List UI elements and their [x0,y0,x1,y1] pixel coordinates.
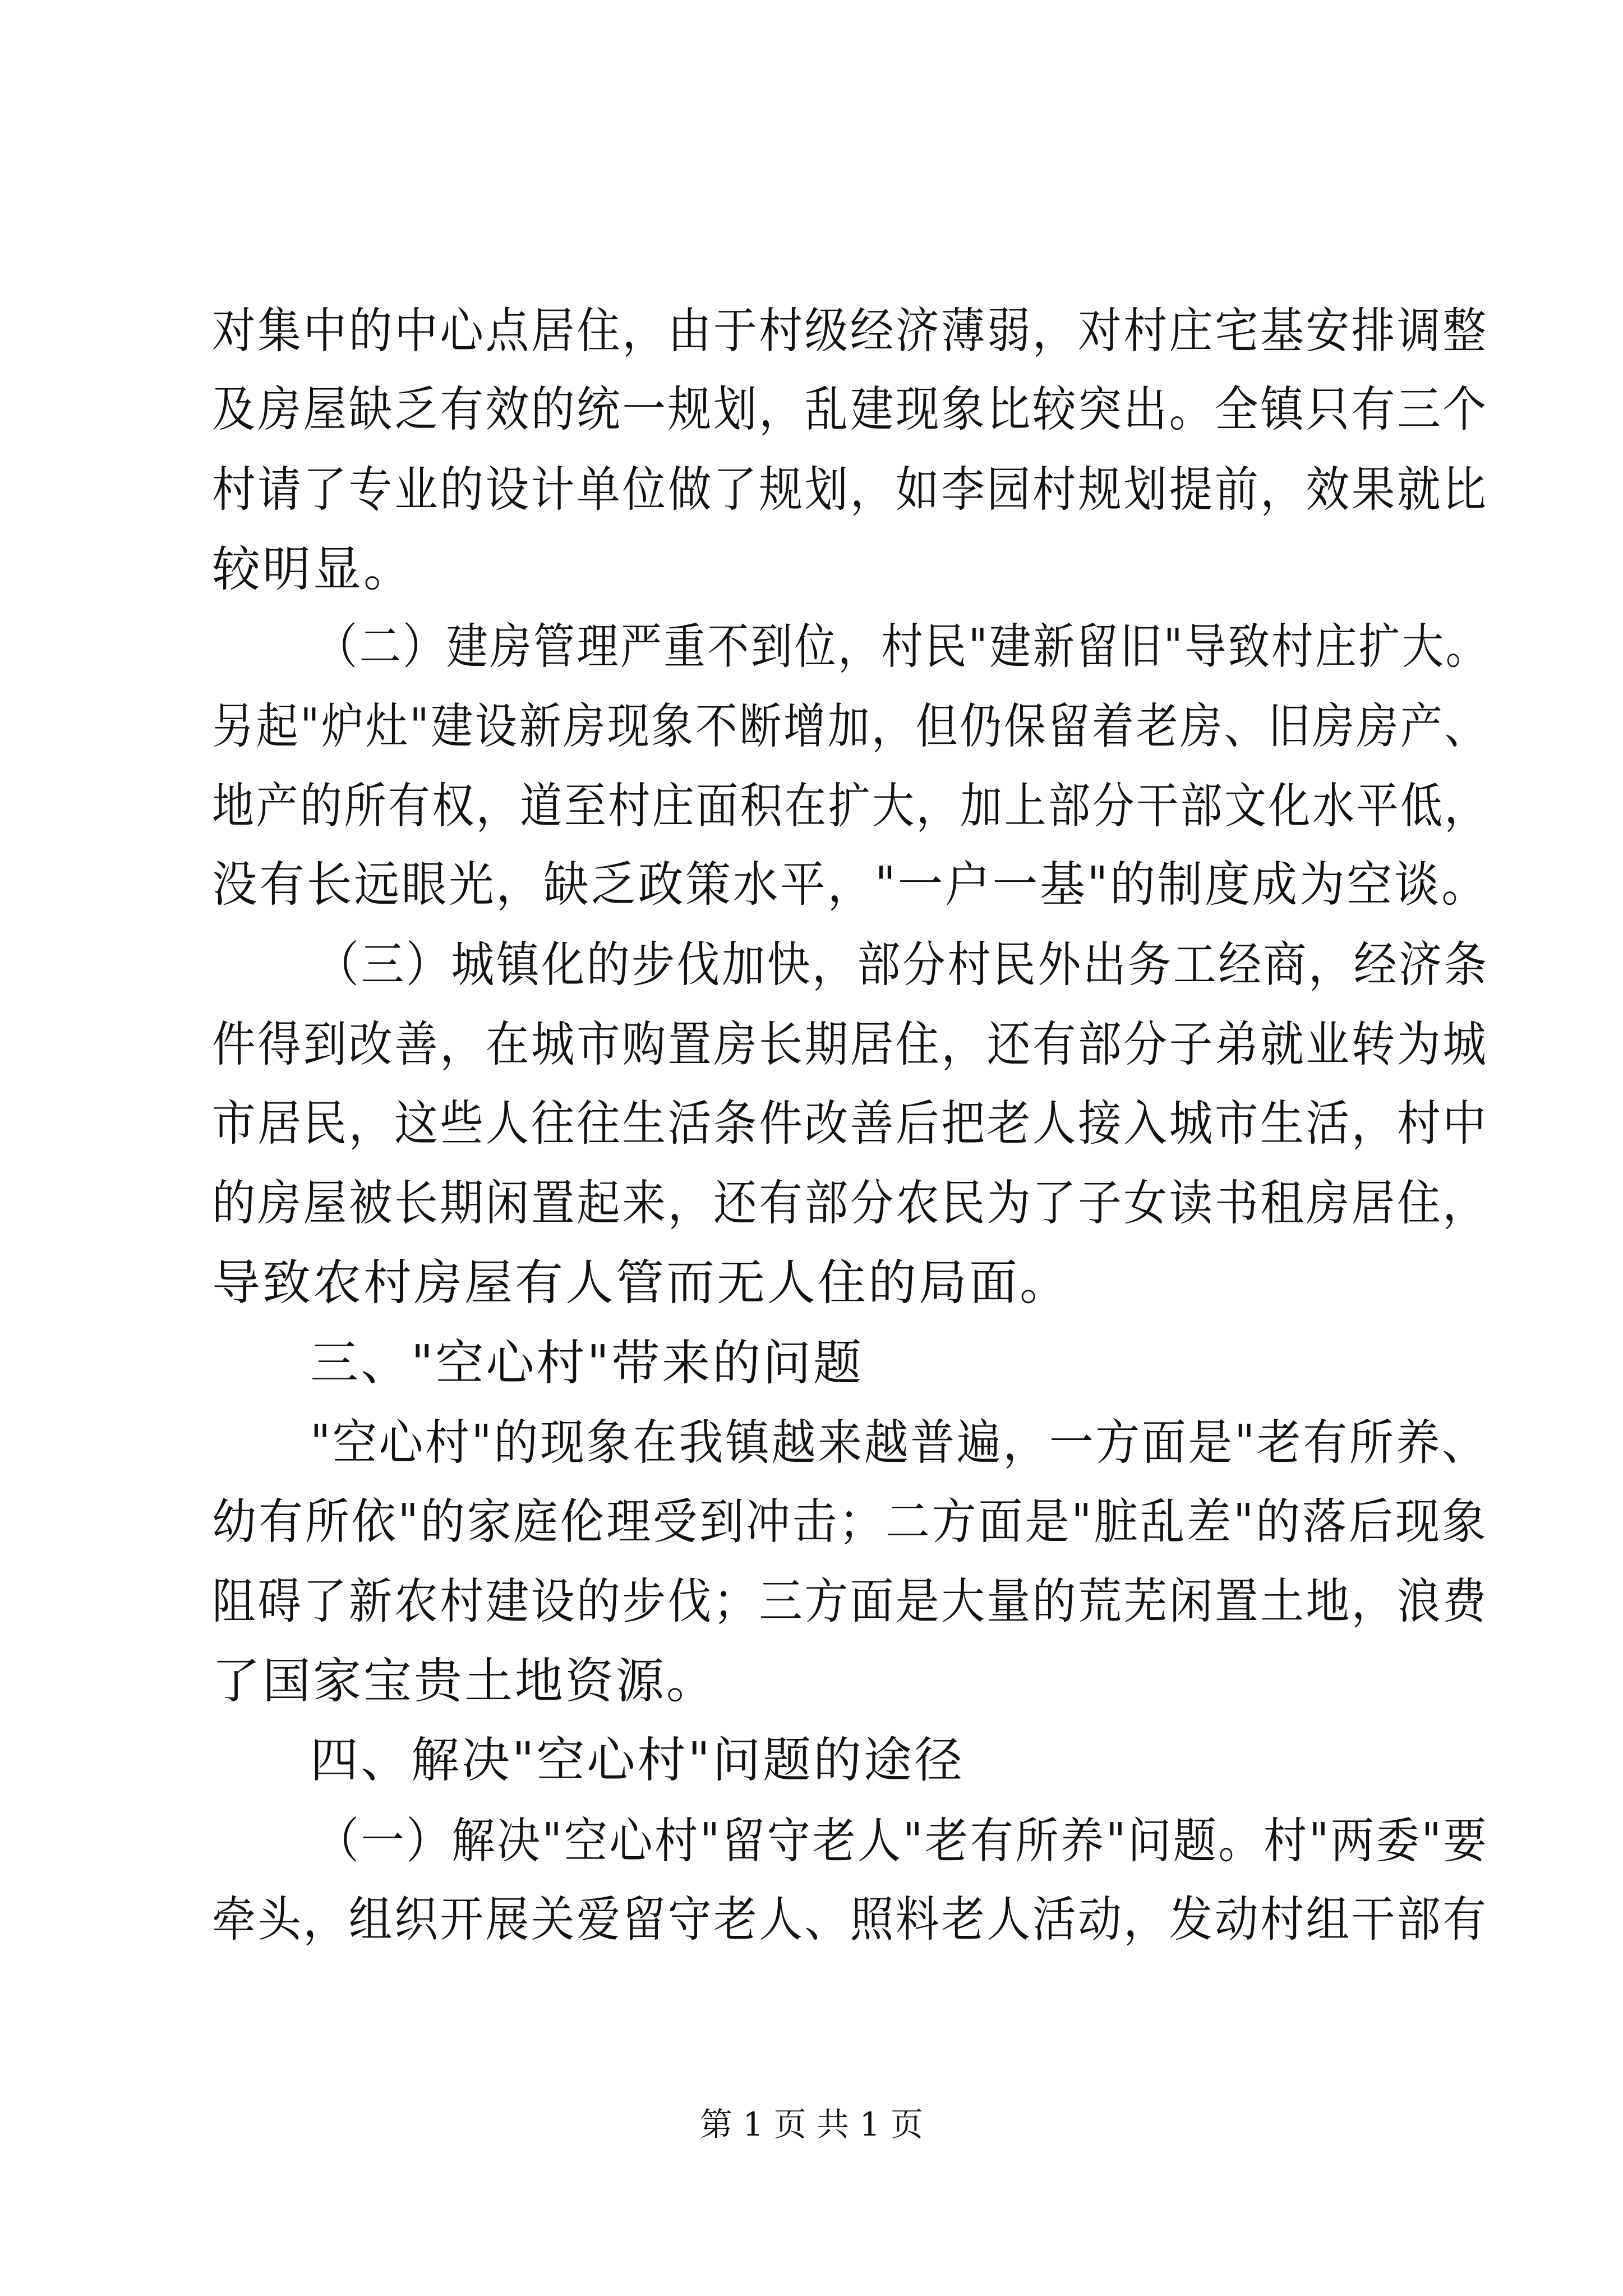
paragraph-line: （一）解决"空心村"留守老人"老有所养"问题。村"两委"要 [316,1813,1489,1869]
body-text-line: 及房屋缺乏有效的统一规划，乱建现象比较突出。全镇只有三个 [212,381,1488,438]
body-text-line: 件得到改善，在城市购置房长期居住，还有部分子弟就业转为城 [212,1016,1488,1073]
paragraph-line: （二）建房管理严重不到位，村民"建新留旧"导致村庄扩大。 [316,619,1490,675]
body-text-line: 没有长远眼光，缺乏政策水平，"一户一基"的制度成为空谈。 [212,857,1489,913]
body-text-line: 的房屋被长期闲置起来，还有部分农民为了子女读书租房居住， [212,1175,1488,1231]
paragraph-line: （三）城镇化的步伐加快，部分村民外出务工经商，经济条 [316,937,1489,993]
section-heading: 三、"空心村"带来的问题 [310,1335,864,1391]
body-text-line: 导致农村房屋有人管而无人住的局面。 [212,1255,1070,1311]
body-text-line: 阻碍了新农村建设的步伐；三方面是大量的荒芜闲置土地，浪费 [212,1573,1488,1630]
body-text-line: 另起"炉灶"建设新房现象不断增加，但仍保留着老房、旧房房产、 [212,698,1489,754]
body-text-line: 市居民，这些人往往生活条件改善后把老人接入城市生活，村中 [212,1096,1488,1152]
body-text-line: 村请了专业的设计单位做了规划，如李园村规划提前，效果就比 [212,462,1488,518]
body-text-line: 牵头，组织开展关爱留守老人、照料老人活动，发动村组干部有 [212,1892,1488,1948]
section-heading: 四、解决"空心村"问题的途径 [310,1732,965,1788]
body-text-line: 较明显。 [212,541,414,597]
paragraph-line: "空心村"的现象在我镇越来越普遍，一方面是"老有所养、 [310,1415,1488,1471]
body-text-line: 幼有所依"的家庭伦理受到冲击；二方面是"脏乱差"的落后现象 [212,1494,1488,1550]
body-text-line: 了国家宝贵土地资源。 [212,1653,717,1709]
body-text-line: 地产的所有权，道至村庄面积在扩大，加上部分干部文化水平低， [212,778,1488,834]
page-number-footer: 第 1 页 共 1 页 [700,2105,923,2143]
body-text-line: 对集中的中心点居住，由于村级经济薄弱，对村庄宅基安排调整 [212,303,1488,359]
